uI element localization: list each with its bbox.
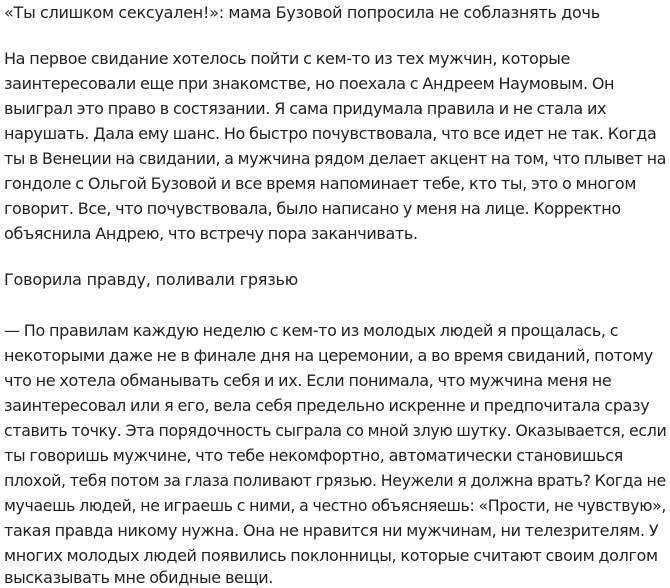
section-subheading: Говорила правду, поливали грязью bbox=[4, 270, 299, 289]
paragraph-2-line: некоторыми даже не в финале дня на церемонии, а во время свиданий, потому bbox=[4, 346, 653, 365]
paragraph-2-line: заинтересовал или я его, вела себя предельно искренне и предпочитала сразу bbox=[4, 396, 650, 415]
paragraph-1-line: объяснила Андрею, что встречу пора заканчивать. bbox=[4, 224, 418, 243]
paragraph-2-line: мучаешь людей, не играешь с ними, а честно объясняешь: «Прости, не чувствую», bbox=[4, 496, 667, 515]
paragraph-2-line: — По правилам каждую неделю с кем-то из молодых людей я прощалась, с bbox=[4, 321, 619, 340]
article-title: «Ты слишком сексуален!»: мама Бузовой попросила не соблазнять дочь bbox=[4, 3, 600, 22]
paragraph-1-line: ты в Венеции на свидании, а мужчина рядом делает акцент на том, что плывет на bbox=[4, 149, 667, 168]
paragraph-1-line: говорит. Все, что почувствовала, было написано у меня на лице. Корректно bbox=[4, 199, 621, 218]
paragraph-2-line: ставить точку. Эта порядочность сыграла со мной злую шутку. Оказывается, если bbox=[4, 421, 667, 440]
paragraph-2-line: ты говоришь мужчине, что тебе некомфортно, автоматически становишься bbox=[4, 446, 623, 465]
paragraph-1-line: гондоле с Ольгой Бузовой и все время напоминает тебе, кто ты, это о многом bbox=[4, 174, 637, 193]
paragraph-1-line: выиграл это право в состязании. Я сама придумала правила и не стала их bbox=[4, 99, 607, 118]
paragraph-2-line: высказывать мне обидные вещи. bbox=[4, 568, 274, 587]
paragraph-1-line: На первое свидание хотелось пойти с кем-то из тех мужчин, которые bbox=[4, 49, 571, 68]
paragraph-2-line: многих молодых людей появились поклонницы, которые считают своим долгом bbox=[4, 546, 658, 565]
paragraph-1-line: нарушать. Дала ему шанс. Но быстро почувствовала, что все идет не так. Когда bbox=[4, 124, 657, 143]
paragraph-1-line: заинтересовали еще при знакомстве, но поехала с Андреем Наумовым. Он bbox=[4, 74, 615, 93]
paragraph-2-line: что не хотела обманывать себя и их. Если понимала, что мужчина меня не bbox=[4, 371, 612, 390]
paragraph-2-line: плохой, тебя потом за глаза поливают грязью. Неужели я должна врать? Когда не bbox=[4, 471, 666, 490]
paragraph-2-line: такая правда никому нужна. Она не нравится ни мужчинам, ни телезрителям. У bbox=[4, 521, 659, 540]
